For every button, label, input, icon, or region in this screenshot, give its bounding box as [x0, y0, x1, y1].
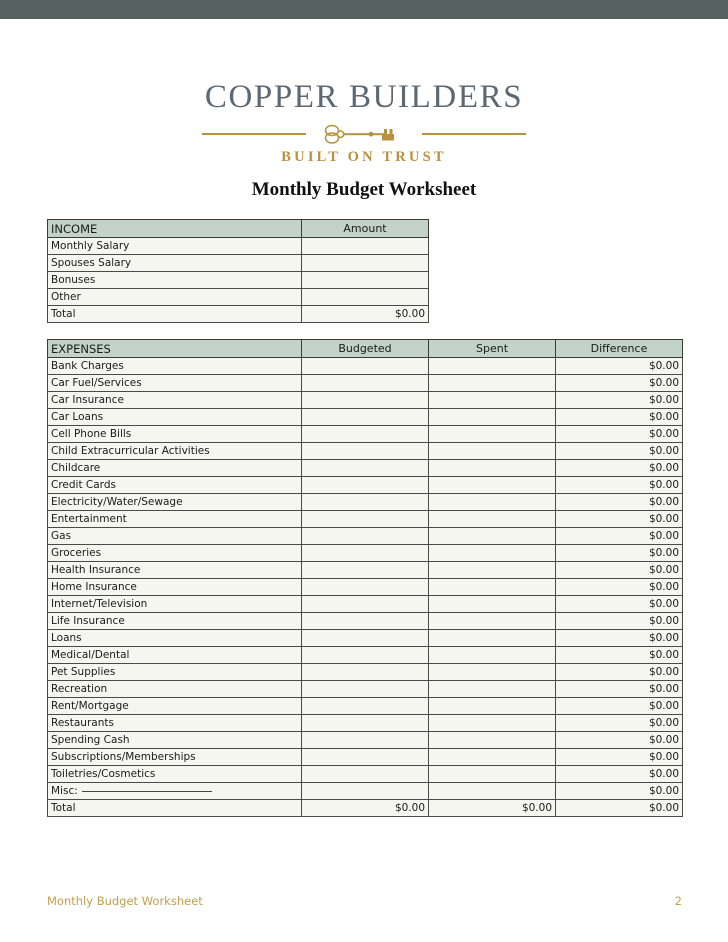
expense-row-label: Bank Charges	[48, 358, 302, 375]
expense-row-spent-input[interactable]	[429, 766, 556, 783]
income-row-amount-input[interactable]	[302, 238, 429, 255]
table-row	[48, 460, 683, 477]
expense-row-difference: $0.00	[556, 613, 683, 630]
expense-row-budgeted-input[interactable]	[302, 494, 429, 511]
table-row	[48, 613, 683, 630]
table-row	[48, 272, 429, 289]
expense-row-budgeted-input[interactable]	[302, 528, 429, 545]
income-row-label: Other	[48, 289, 302, 306]
table-row	[48, 528, 683, 545]
table-row	[48, 375, 683, 392]
expense-row-spent-input[interactable]	[429, 732, 556, 749]
table-row	[48, 426, 683, 443]
expense-row-difference: $0.00	[556, 749, 683, 766]
table-row	[48, 698, 683, 715]
table-row	[48, 392, 683, 409]
table-row	[48, 443, 683, 460]
expense-row-spent-input[interactable]	[429, 392, 556, 409]
expense-row-spent-input[interactable]	[429, 681, 556, 698]
expense-row-label: Spending Cash	[48, 732, 302, 749]
expense-row-label: Groceries	[48, 545, 302, 562]
expense-row-spent-input[interactable]	[429, 494, 556, 511]
table-row	[48, 664, 683, 681]
table-row	[48, 545, 683, 562]
expense-row-label: Gas	[48, 528, 302, 545]
expense-row-label: Pet Supplies	[48, 664, 302, 681]
expense-row-spent-input[interactable]	[429, 749, 556, 766]
table-row	[48, 715, 683, 732]
table-row	[48, 494, 683, 511]
table-row	[48, 630, 683, 647]
expense-row-difference: $0.00	[556, 409, 683, 426]
expense-row-label: Medical/Dental	[48, 647, 302, 664]
expense-row-budgeted-input[interactable]	[302, 579, 429, 596]
income-total-row	[48, 306, 429, 323]
divider-line-left	[202, 133, 306, 134]
expense-row-label: Child Extracurricular Activities	[48, 443, 302, 460]
expense-row-label: Childcare	[48, 460, 302, 477]
expenses-header-spent: Spent	[429, 340, 556, 358]
expense-row-difference: $0.00	[556, 766, 683, 783]
expense-row-spent-input[interactable]	[429, 358, 556, 375]
expense-row-label: Toiletries/Cosmetics	[48, 766, 302, 783]
misc-write-in-line[interactable]	[82, 791, 212, 792]
income-header-category: INCOME	[48, 220, 302, 238]
expenses-header-difference: Difference	[556, 340, 683, 358]
income-table-header-row	[48, 220, 429, 238]
expense-row-difference: $0.00	[556, 698, 683, 715]
expense-row-label: Credit Cards	[48, 477, 302, 494]
expense-row-budgeted-input[interactable]	[302, 426, 429, 443]
table-row	[48, 681, 683, 698]
expense-row-spent-input[interactable]	[429, 528, 556, 545]
expense-row-difference: $0.00	[556, 562, 683, 579]
income-row-label: Bonuses	[48, 272, 302, 289]
expense-row-label: Car Insurance	[48, 392, 302, 409]
expense-row-budgeted-input[interactable]	[302, 681, 429, 698]
table-row	[48, 647, 683, 664]
expense-row-difference: $0.00	[556, 494, 683, 511]
expense-row-label	[48, 783, 302, 800]
expenses-table-header-row	[48, 340, 683, 358]
table-row	[48, 511, 683, 528]
expenses-total-budgeted: $0.00	[302, 800, 429, 817]
expense-row-difference: $0.00	[556, 647, 683, 664]
footer-title: Monthly Budget Worksheet	[47, 894, 203, 908]
table-row	[48, 766, 683, 783]
expense-row-difference: $0.00	[556, 596, 683, 613]
expense-row-budgeted-input[interactable]	[302, 783, 429, 800]
expense-row-budgeted-input[interactable]	[302, 647, 429, 664]
expenses-header-category: EXPENSES	[48, 340, 302, 358]
expense-row-difference: $0.00	[556, 783, 683, 800]
expense-row-budgeted-input[interactable]	[302, 375, 429, 392]
expense-row-spent-input[interactable]	[429, 545, 556, 562]
expense-row-budgeted-input[interactable]	[302, 477, 429, 494]
expense-row-budgeted-input[interactable]	[302, 664, 429, 681]
expense-row-budgeted-input[interactable]	[302, 545, 429, 562]
expense-row-difference: $0.00	[556, 732, 683, 749]
income-row-amount-input[interactable]	[302, 272, 429, 289]
expense-row-difference: $0.00	[556, 715, 683, 732]
expense-row-spent-input[interactable]	[429, 613, 556, 630]
expense-row-difference: $0.00	[556, 392, 683, 409]
income-total-label: Total	[48, 306, 302, 323]
table-row	[48, 596, 683, 613]
expense-row-budgeted-input[interactable]	[302, 749, 429, 766]
table-row	[48, 579, 683, 596]
expenses-total-difference: $0.00	[556, 800, 683, 817]
expense-row-label: Home Insurance	[48, 579, 302, 596]
expense-row-budgeted-input[interactable]	[302, 613, 429, 630]
expense-row-difference: $0.00	[556, 664, 683, 681]
expense-row-difference: $0.00	[556, 375, 683, 392]
expenses-total-row	[48, 800, 683, 817]
expense-row-label: Life Insurance	[48, 613, 302, 630]
expense-row-spent-input[interactable]	[429, 715, 556, 732]
company-name: COPPER BUILDERS	[204, 79, 524, 115]
expense-row-budgeted-input[interactable]	[302, 698, 429, 715]
footer-page-number: 2	[674, 894, 682, 908]
income-total-amount: $0.00	[302, 306, 429, 323]
expense-row-budgeted-input[interactable]	[302, 596, 429, 613]
expense-row-label: Internet/Television	[48, 596, 302, 613]
company-tagline: BUILT ON TRUST	[281, 149, 447, 165]
expense-row-difference: $0.00	[556, 511, 683, 528]
expense-row-difference: $0.00	[556, 545, 683, 562]
page-title: Monthly Budget Worksheet	[251, 179, 477, 200]
expense-row-label: Electricity/Water/Sewage	[48, 494, 302, 511]
table-row	[48, 409, 683, 426]
income-row-amount-input[interactable]	[302, 289, 429, 306]
page-footer	[47, 894, 682, 908]
expense-row-budgeted-input[interactable]	[302, 460, 429, 477]
table-row	[48, 749, 683, 766]
expense-row-difference: $0.00	[556, 528, 683, 545]
expense-row-budgeted-input[interactable]	[302, 732, 429, 749]
table-row	[48, 562, 683, 579]
table-row	[48, 783, 683, 800]
table-row	[48, 732, 683, 749]
expense-row-spent-input[interactable]	[429, 426, 556, 443]
expenses-header-budgeted: Budgeted	[302, 340, 429, 358]
expense-row-label: Restaurants	[48, 715, 302, 732]
expense-row-difference: $0.00	[556, 681, 683, 698]
expense-row-difference: $0.00	[556, 443, 683, 460]
expense-row-spent-input[interactable]	[429, 511, 556, 528]
expense-row-spent-input[interactable]	[429, 409, 556, 426]
expense-row-label-text: Misc:	[51, 784, 78, 797]
document-page	[0, 19, 728, 942]
expense-row-spent-input[interactable]	[429, 579, 556, 596]
expense-row-spent-input[interactable]	[429, 443, 556, 460]
expense-row-budgeted-input[interactable]	[302, 392, 429, 409]
table-row	[48, 289, 429, 306]
expense-row-label: Car Fuel/Services	[48, 375, 302, 392]
table-row	[48, 238, 429, 255]
expense-row-label: Subscriptions/Memberships	[48, 749, 302, 766]
table-row	[48, 255, 429, 272]
expenses-total-label: Total	[48, 800, 302, 817]
expense-row-spent-input[interactable]	[429, 596, 556, 613]
expense-row-spent-input[interactable]	[429, 647, 556, 664]
company-logo	[0, 81, 728, 166]
expense-row-budgeted-input[interactable]	[302, 358, 429, 375]
expense-row-difference: $0.00	[556, 358, 683, 375]
expense-row-budgeted-input[interactable]	[302, 562, 429, 579]
expense-row-label: Loans	[48, 630, 302, 647]
income-row-label: Spouses Salary	[48, 255, 302, 272]
expense-row-budgeted-input[interactable]	[302, 409, 429, 426]
expense-row-difference: $0.00	[556, 579, 683, 596]
expense-row-spent-input[interactable]	[429, 664, 556, 681]
income-row-label: Monthly Salary	[48, 238, 302, 255]
expense-row-label: Cell Phone Bills	[48, 426, 302, 443]
expense-row-difference: $0.00	[556, 477, 683, 494]
expense-row-spent-input[interactable]	[429, 783, 556, 800]
table-row	[48, 358, 683, 375]
expense-row-spent-input[interactable]	[429, 630, 556, 647]
expense-row-label: Health Insurance	[48, 562, 302, 579]
table-row	[48, 477, 683, 494]
expense-row-spent-input[interactable]	[429, 477, 556, 494]
expense-row-label: Rent/Mortgage	[48, 698, 302, 715]
expense-row-label: Entertainment	[48, 511, 302, 528]
logo-divider	[0, 123, 728, 145]
expense-row-spent-input[interactable]	[429, 562, 556, 579]
expense-row-budgeted-input[interactable]	[302, 766, 429, 783]
expense-row-budgeted-input[interactable]	[302, 443, 429, 460]
income-header-amount: Amount	[302, 220, 429, 238]
expense-row-spent-input[interactable]	[429, 698, 556, 715]
expenses-total-spent: $0.00	[429, 800, 556, 817]
expense-row-label: Car Loans	[48, 409, 302, 426]
top-banner-bar	[0, 0, 728, 19]
expense-row-difference: $0.00	[556, 460, 683, 477]
income-table	[47, 219, 429, 323]
expense-row-spent-input[interactable]	[429, 460, 556, 477]
expenses-table	[47, 339, 683, 817]
income-row-amount-input[interactable]	[302, 255, 429, 272]
expense-row-budgeted-input[interactable]	[302, 715, 429, 732]
expense-row-difference: $0.00	[556, 426, 683, 443]
expense-row-spent-input[interactable]	[429, 375, 556, 392]
expense-row-budgeted-input[interactable]	[302, 630, 429, 647]
divider-line-right	[422, 133, 526, 134]
expense-row-label: Recreation	[48, 681, 302, 698]
key-icon	[316, 123, 412, 145]
expense-row-difference: $0.00	[556, 630, 683, 647]
expense-row-budgeted-input[interactable]	[302, 511, 429, 528]
